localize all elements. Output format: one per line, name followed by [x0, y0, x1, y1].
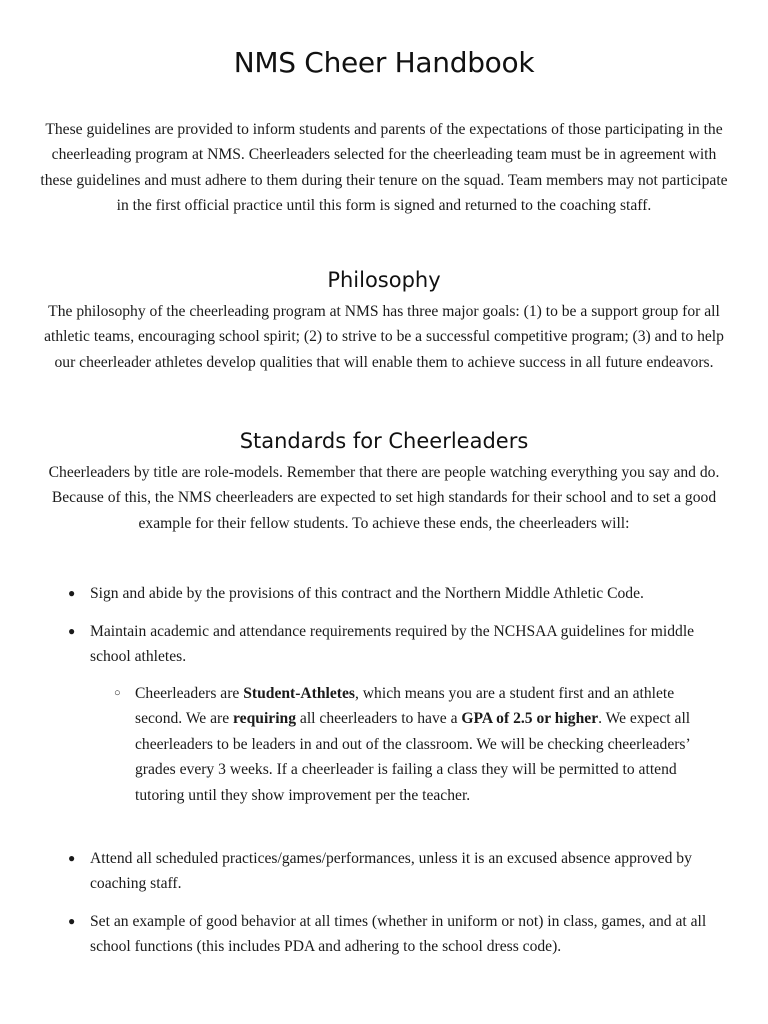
- page-title: NMS Cheer Handbook: [233, 46, 535, 79]
- standards-heading: Standards for Cheerleaders: [239, 429, 529, 453]
- philosophy-heading: Philosophy: [327, 268, 441, 292]
- requiring-emphasis: requiring: [233, 710, 297, 728]
- sub-bullet-icon: ○: [114, 687, 121, 699]
- list-item: Attend all scheduled practices/games/performances, unless it is an excused absence approved by coaching staff.: [90, 850, 692, 893]
- sub-item-text: Cheerleaders are: [135, 685, 244, 702]
- standards-paragraph: Cheerleaders by title are role-models. Remember that there are people watching everything you say and do. Because of this, the NMS cheerleaders are expected to set high standards for their school and to set a good example for their fellow students. To achieve these ends, the cheerleaders will:: [48, 464, 720, 532]
- list-item: Maintain academic and attendance requirements required by the NCHSAA guidelines for middle school athletes.: [90, 623, 695, 666]
- intro-paragraph: These guidelines are provided to inform students and parents of the expectations of those participating in the cheerleading program at NMS. Cheerleaders selected for the cheerleading team must be in agreement with these guidelines and must adhere to them during their tenure on the squad. Team members may not participate in the first official practice until this form is signed and returned to the coaching staff.: [40, 121, 728, 215]
- bullet-icon: ●: [68, 914, 76, 928]
- list-item: Set an example of good behavior at all times (whether in uniform or not) in class, games, and at all school functions (this includes PDA and adhering to the school dress code).: [90, 913, 707, 956]
- sub-item-text: all cheerleaders to have a: [296, 710, 462, 728]
- gpa-emphasis: GPA of 2.5 or higher: [461, 710, 599, 728]
- bullet-icon: ●: [68, 586, 76, 600]
- bullet-icon: ●: [68, 624, 76, 638]
- list-item: Sign and abide by the provisions of this contract and the Northern Middle Athletic Code.: [90, 585, 644, 602]
- sub-item-text: . We expect all cheerleaders to be leaders in and out of the classroom. We will be checking cheerleaders’ grades every 3 weeks. If a cheerleader is failing a class they will be permitted to attend tutoring until they show improvement per the teacher.: [135, 710, 691, 804]
- bullet-icon: ●: [68, 851, 76, 865]
- philosophy-paragraph: The philosophy of the cheerleading program at NMS has three major goals: (1) to be a support group for all athletic teams, encouraging school spirit; (2) to strive to be a successful competitive program; (3) and to help our cheerleader athletes develop qualities that will enable them to achieve success in all future endeavors.: [44, 303, 724, 371]
- sub-list-item: [135, 681, 725, 808]
- student-athletes-emphasis: Student-Athletes: [243, 685, 355, 702]
- sub-item-text: , which means you are a student first and an athlete second. We are: [135, 685, 675, 728]
